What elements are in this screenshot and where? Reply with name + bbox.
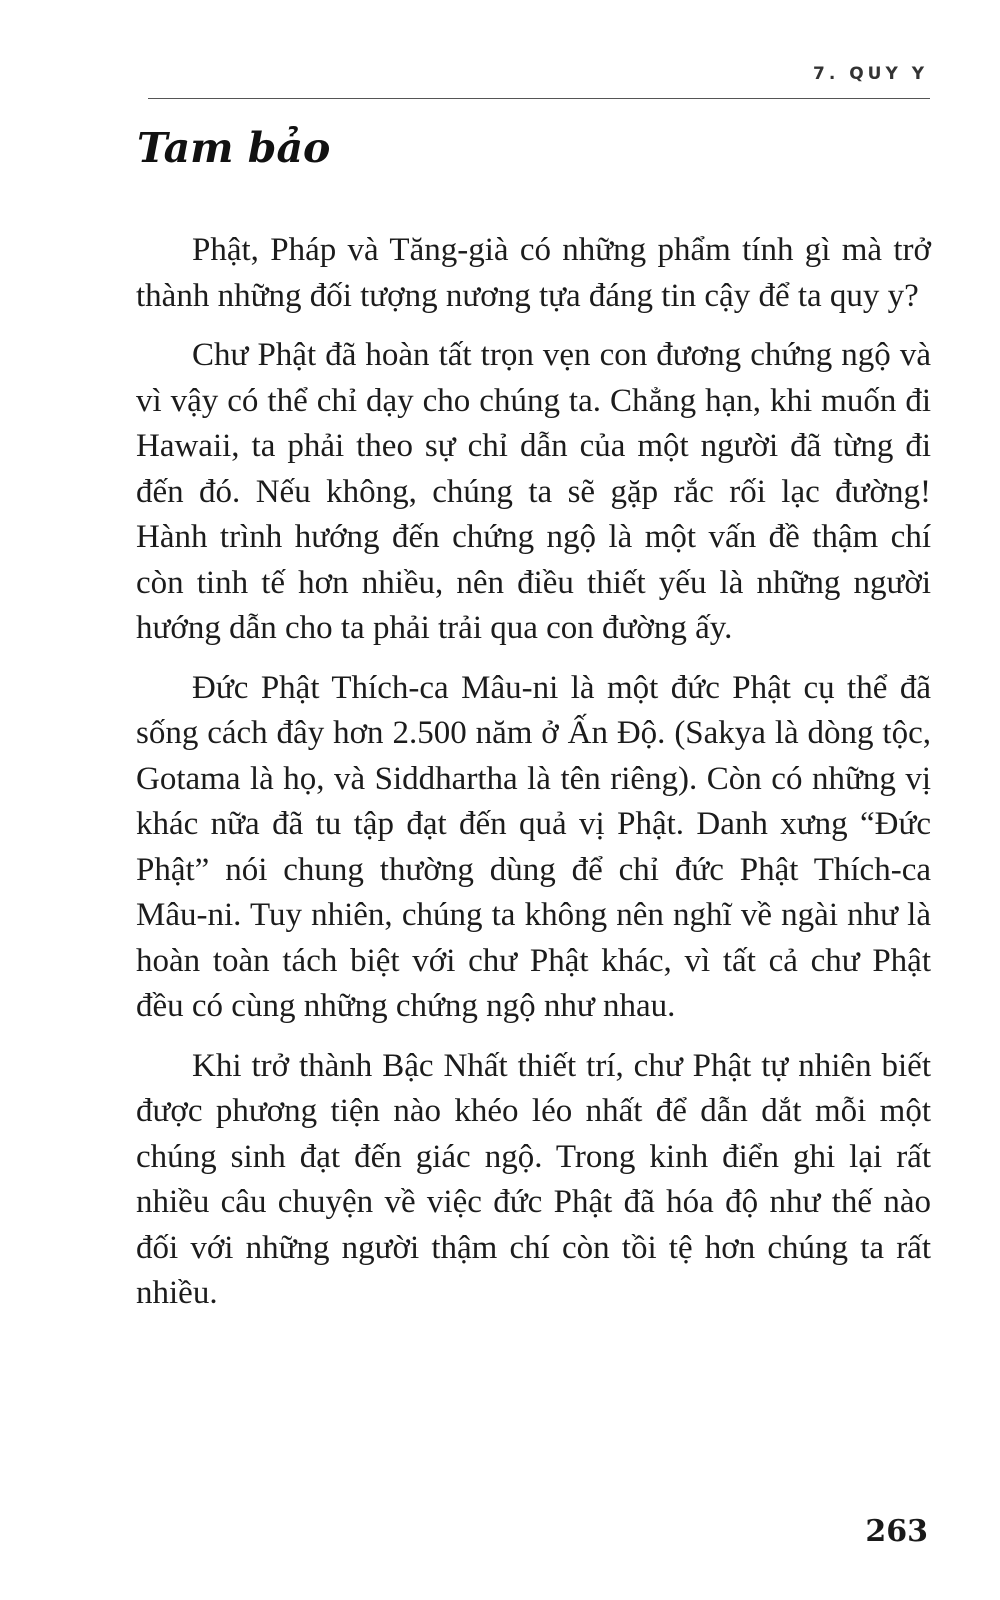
paragraph: Đức Phật Thích-ca Mâu-ni là một đức Phật cụ thể đã sống cách đây hơn 2.500 năm ở Ấn Độ. (Sakya là dòng tộc, Gotama là họ, và Siddhartha là tên riêng). Còn có những vị khác nữa đã tu tập đạt đến quả vị Phật. Danh xưng “Đức Phật” nói chung thường dùng để chỉ đức Phật Thích-ca Mâu-ni. Tuy nhiên, chúng ta không nên nghĩ về ngài như là hoàn toàn tách biệt với chư Phật khác, vì tất cả chư Phật đều có cùng những chứng ngộ như nhau. — [136, 669, 931, 1024]
paragraph: Phật, Pháp và Tăng-già có những phẩm tính gì mà trở thành những đối tượng nương tựa đáng tin cậy để ta quy y? — [136, 232, 931, 314]
body-text — [136, 228, 931, 1331]
paragraph: Khi trở thành Bậc Nhất thiết trí, chư Phật tự nhiên biết được phương tiện nào khéo léo nhất để dẫn dắt mỗi một chúng sinh đạt đến giác ngộ. Trong kinh điển ghi lại rất nhiều câu chuyện về việc đức Phật đã hóa độ như thế nào đối với những người thậm chí còn tồi tệ hơn chúng ta rất nhiều. — [136, 1047, 931, 1311]
paragraph: Chư Phật đã hoàn tất trọn vẹn con đương chứng ngộ và vì vậy có thể chỉ dạy cho chúng ta. Chẳng hạn, khi muốn đi Hawaii, ta phải theo sự chỉ dẫn của một người đã từng đi đến đó. Nếu không, chúng ta sẽ gặp rắc rối lạc đường! Hành trình hướng đến chứng ngộ là một vấn đề thậm chí còn tinh tế hơn nhiều, nên điều thiết yếu là những người hướng dẫn cho ta phải trải qua con đường ấy. — [136, 337, 931, 646]
page-number: 263 — [865, 1514, 928, 1549]
running-header — [148, 60, 930, 99]
section-title: Tam bảo — [137, 124, 331, 172]
chapter-heading: 7. QUY Y — [813, 64, 928, 84]
